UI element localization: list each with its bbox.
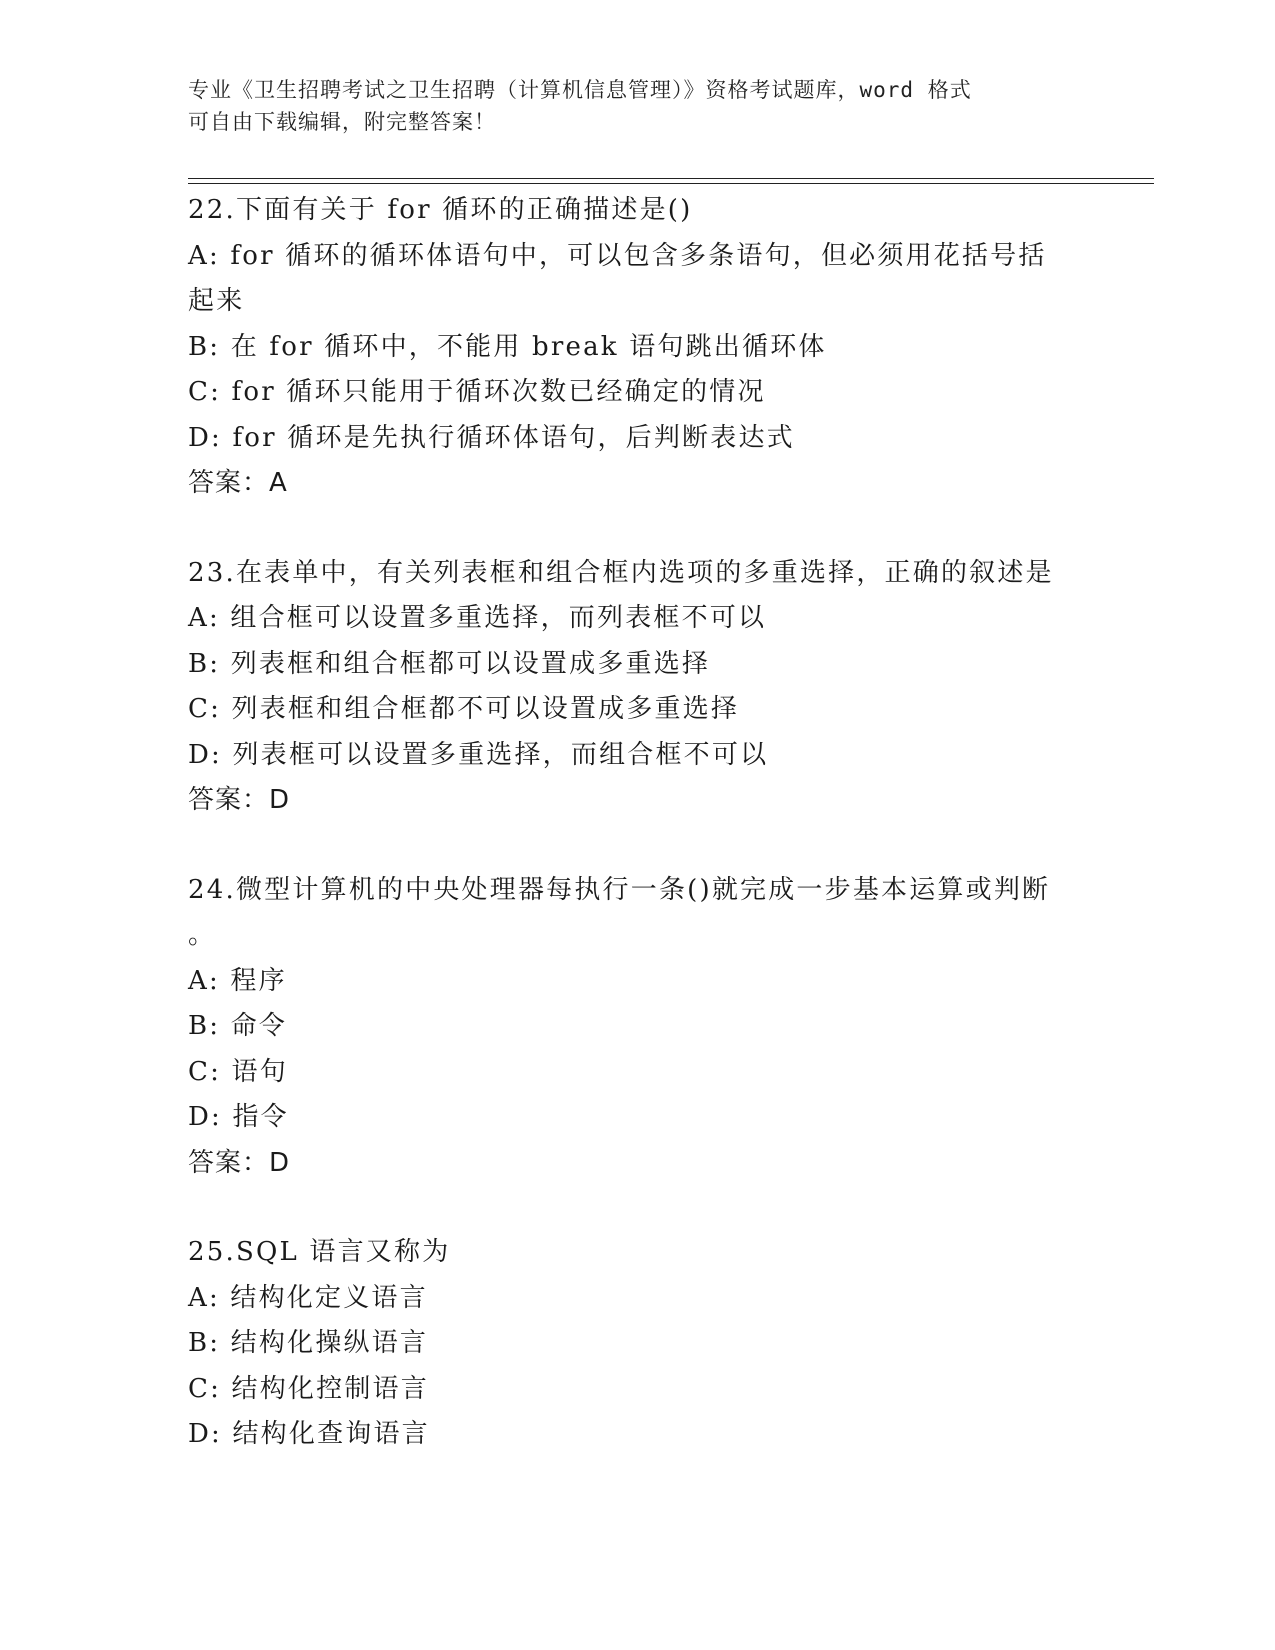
question-23 [188, 551, 1088, 824]
option-b: B: 命令 [188, 1011, 288, 1041]
question-stem: 22.下面有关于 for 循环的正确描述是() [188, 195, 693, 225]
header-line-2: 可自由下载编辑，附完整答案！ [188, 110, 496, 134]
option-a: A: 程序 [188, 965, 287, 996]
option-c: C: for 循环只能用于循环次数已经确定的情况 [188, 377, 766, 407]
document-header [188, 74, 1088, 138]
answer-text: 答案：A [188, 468, 288, 498]
option-d: D: 列表框可以设置多重选择，而组合框不可以 [188, 739, 769, 770]
question-stem: 24.微型计算机的中央处理器每执行一条()就完成一步基本运算或判断 。 [188, 874, 1051, 950]
question-list [188, 188, 1088, 1502]
option-d: D: 结构化查询语言 [188, 1419, 430, 1449]
question-stem: 25.SQL 语言又称为 [188, 1237, 451, 1267]
option-a: A: 组合框可以设置多重选择，而列表框不可以 [188, 603, 767, 633]
option-d: D: 指令 [188, 1102, 289, 1132]
option-b: B: 在 for 循环中，不能用 break 语句跳出循环体 [188, 331, 827, 362]
question-25 [188, 1230, 1088, 1458]
answer-text: 答案：D [188, 1147, 291, 1178]
question-22 [188, 188, 1088, 507]
header-rule-bottom [188, 183, 1154, 184]
option-b: B: 列表框和组合框都可以设置成多重选择 [188, 648, 711, 679]
answer-text: 答案：D [188, 785, 291, 815]
question-24 [188, 868, 1088, 1187]
option-d: D: for 循环是先执行循环体语句，后判断表达式 [188, 422, 795, 453]
option-c: C: 列表框和组合框都不可以设置成多重选择 [188, 694, 740, 724]
header-rule-top [188, 178, 1154, 179]
option-c: C: 结构化控制语言 [188, 1373, 429, 1404]
option-a: A: for 循环的循环体语句中，可以包含多条语句，但必须用花括号括 起来 [188, 240, 1047, 316]
option-b: B: 结构化操纵语言 [188, 1328, 429, 1358]
question-stem: 23.在表单中，有关列表框和组合框内选项的多重选择，正确的叙述是 [188, 557, 1054, 588]
option-a: A: 结构化定义语言 [188, 1282, 428, 1313]
option-c: C: 语句 [188, 1056, 288, 1087]
header-line-1: 专业《卫生招聘考试之卫生招聘（计算机信息管理）》资格考试题库，word 格式 [188, 78, 972, 102]
